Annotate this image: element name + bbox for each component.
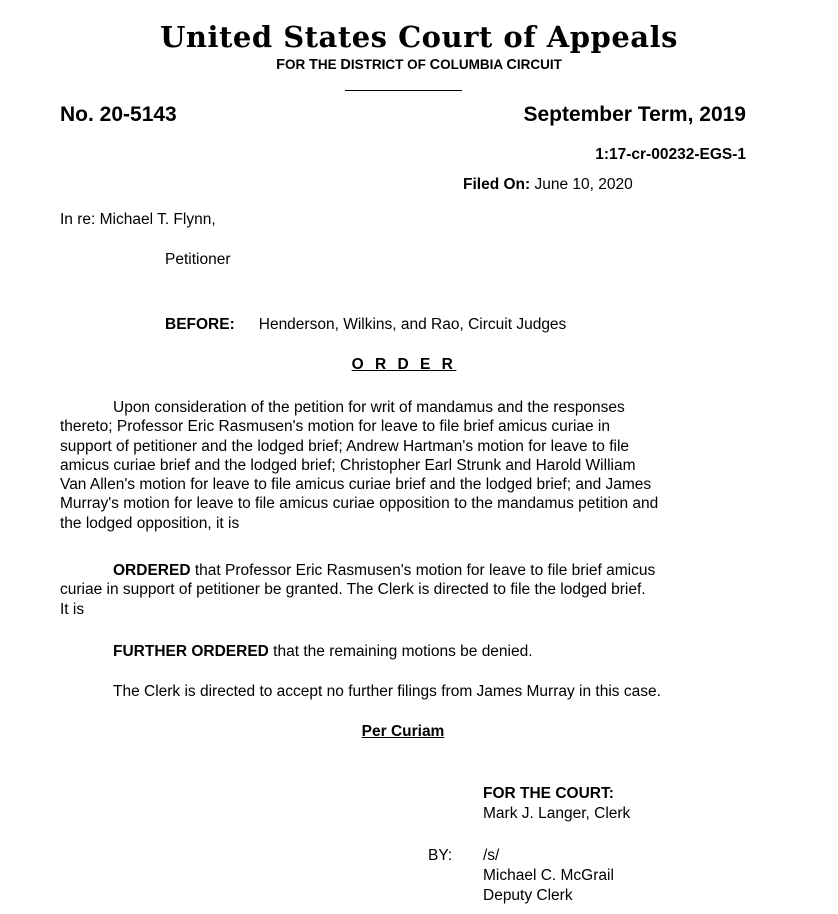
by-label: BY: [428, 847, 453, 864]
circuit-for-rest: OR [285, 57, 310, 72]
deputy-clerk-name: Michael C. McGrail [483, 867, 614, 884]
order-paragraph-consideration [60, 398, 760, 533]
order-title: O R D E R [351, 356, 457, 373]
filed-on [463, 176, 633, 194]
paragraph-line [60, 561, 760, 580]
ordered-lead: ORDERED [113, 562, 191, 579]
circuit-circuit-rest: IRCUIT [516, 57, 562, 72]
filed-date: June 10, 2020 [534, 176, 633, 193]
clerk-name: Mark J. Langer, Clerk [483, 805, 631, 822]
before-line [165, 316, 566, 334]
further-ordered-text: that the remaining motions be denied. [268, 643, 533, 660]
further-ordered-lead: FURTHER ORDERED [113, 643, 269, 660]
circuit-district-rest: ISTRICT OF [350, 57, 430, 72]
court-name: United States Court of Appeals [160, 20, 678, 54]
petitioner-label: Petitioner [165, 251, 231, 268]
ordered-text: that Professor Eric Rasmusen's motion for leave to file brief amicus [190, 562, 656, 579]
paragraph-line: Van Allen's motion for leave to file amicus curiae brief and the lodged brief; and James [60, 476, 652, 494]
paragraph-line [60, 642, 760, 661]
header-divider [345, 90, 462, 91]
paragraph-line: The Clerk is directed to accept no further filings from James Murray in this case. [113, 683, 661, 700]
order-paragraph-no-filings [60, 682, 760, 701]
paragraph-line: Murray's motion for leave to file amicus curiae opposition to the mandamus petition and [60, 495, 659, 513]
before-label: BEFORE: [165, 316, 235, 333]
paragraph-line: Upon consideration of the petition for writ of mandamus and the responses [113, 399, 625, 416]
circuit-the-initial: T [309, 57, 318, 73]
order-paragraph-further-ordered [60, 642, 760, 661]
circuit-columbia-initial: C [429, 57, 441, 73]
paragraph-line: support of petitioner and the lodged brief; Andrew Hartman's motion for leave to file [60, 437, 630, 455]
deputy-clerk-title: Deputy Clerk [483, 887, 573, 904]
per-curiam: Per Curiam [361, 723, 445, 740]
circuit-columbia-rest: OLUMBIA [440, 57, 507, 72]
lower-case-number: 1:17-cr-00232-EGS-1 [595, 146, 746, 163]
docket-number: No. 20-5143 [60, 103, 177, 126]
paragraph-line: It is [60, 600, 85, 618]
before-judges: Henderson, Wilkins, and Rao, Circuit Judges [258, 316, 567, 333]
circuit-for-initial: F [276, 57, 285, 73]
in-re-caption: In re: Michael T. Flynn, [60, 211, 216, 228]
filed-label: Filed On: [463, 176, 531, 193]
order-paragraph-ordered [60, 561, 760, 619]
circuit-circuit-initial: C [506, 57, 517, 73]
circuit-the-rest: HE [317, 57, 341, 72]
paragraph-line: amicus curiae brief and the lodged brief; Christopher Earl Strunk and Harold William [60, 456, 636, 474]
court-term: September Term, 2019 [523, 103, 746, 126]
paragraph-line: thereto; Professor Eric Rasmusen's motion for leave to file brief amicus curiae in [60, 418, 610, 436]
for-the-court-label: FOR THE COURT: [483, 785, 614, 802]
circuit-name [0, 57, 838, 73]
circuit-district-initial: D [340, 57, 351, 73]
paragraph-line: curiae in support of petitioner be granted. The Clerk is directed to file the lodged brief. [60, 581, 646, 599]
signature-mark: /s/ [483, 847, 500, 864]
paragraph-line: the lodged opposition, it is [60, 514, 240, 532]
